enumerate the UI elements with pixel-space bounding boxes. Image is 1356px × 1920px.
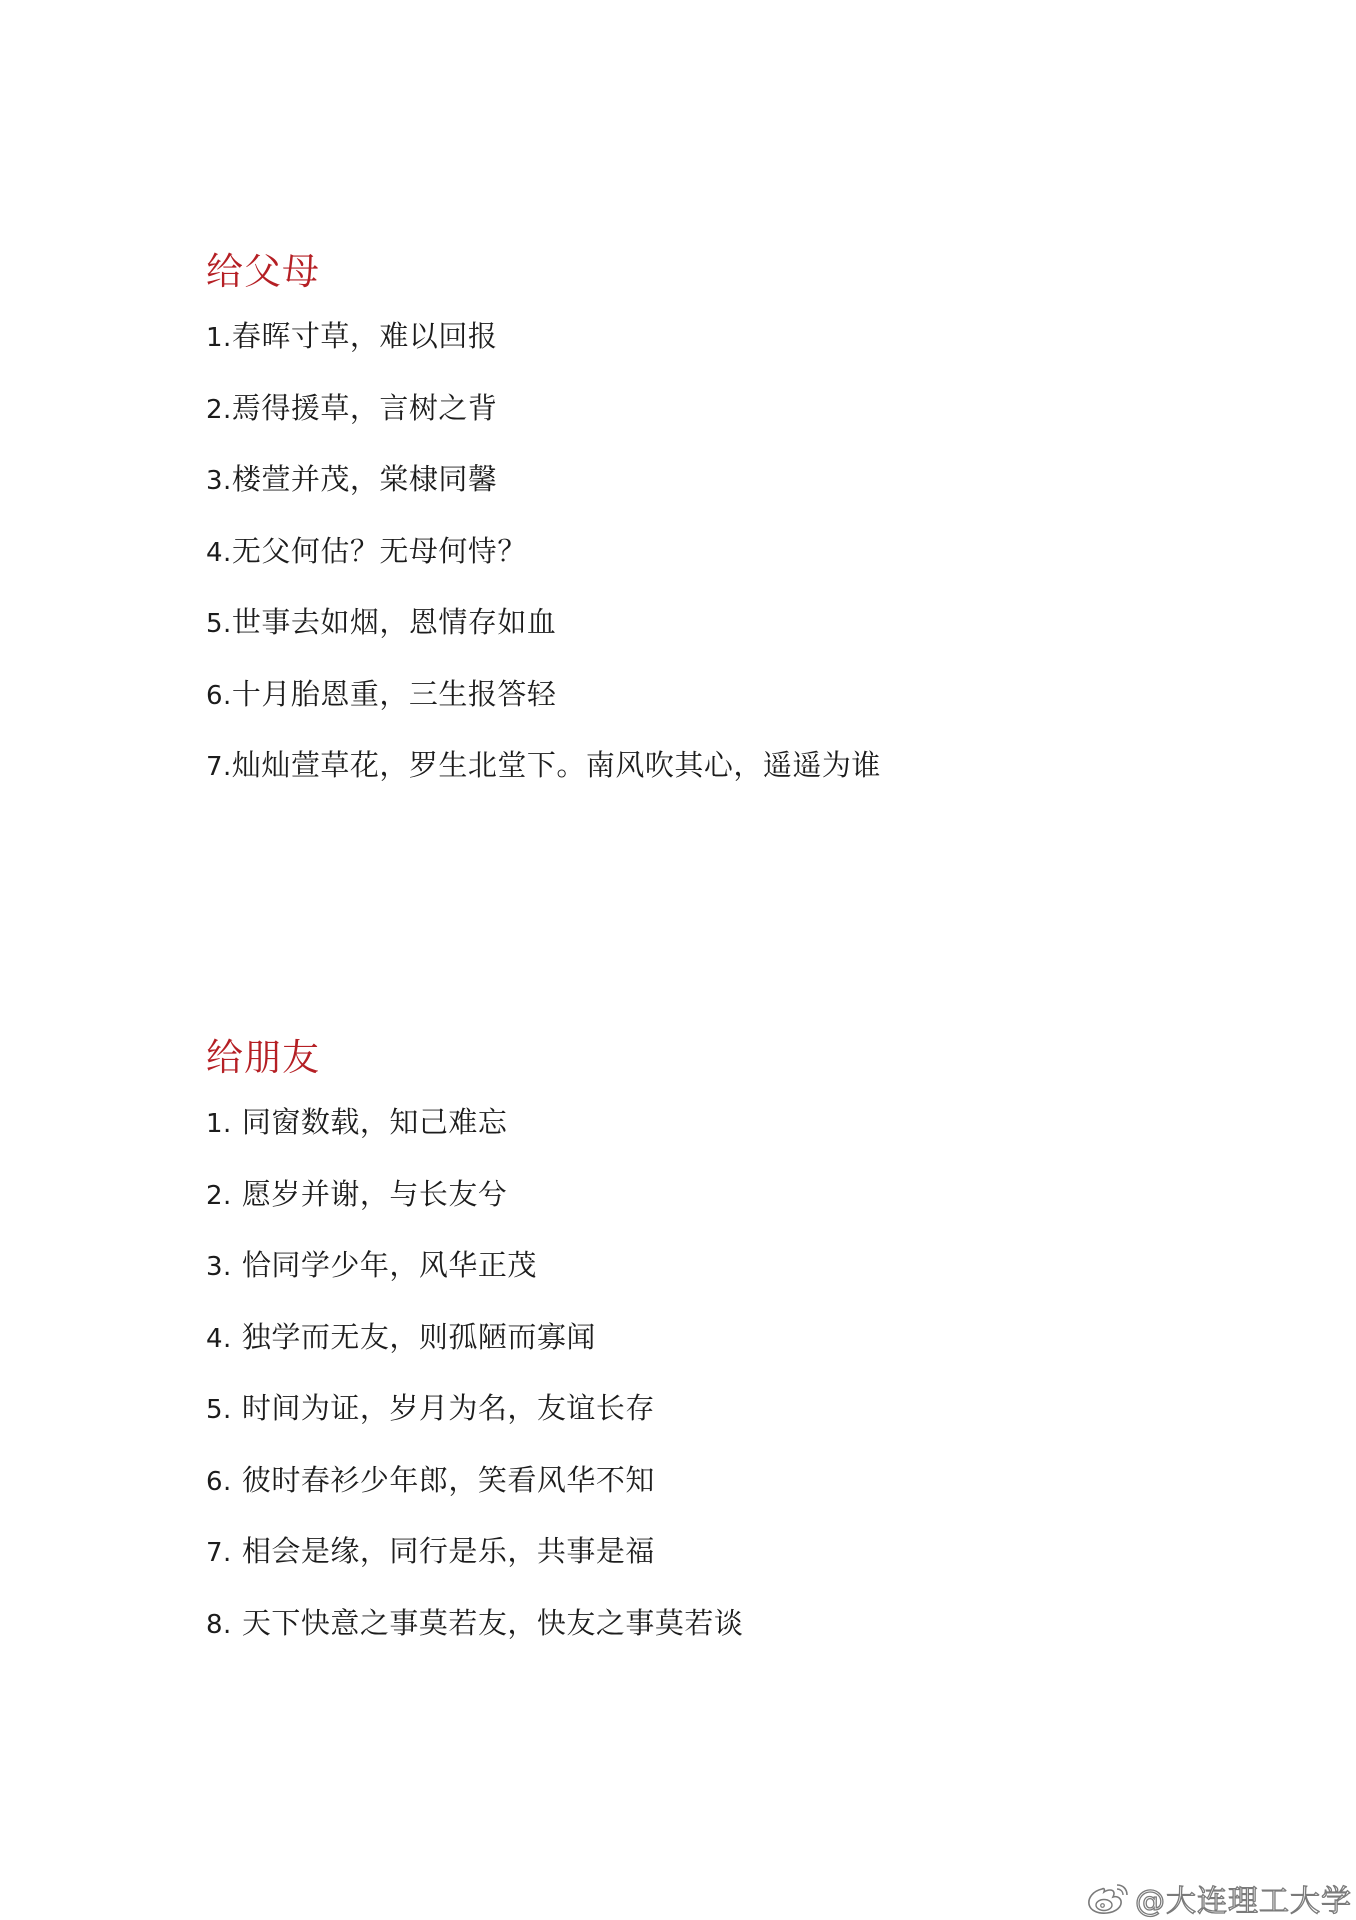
item-text: 相会是缘，同行是乐，共事是福 [241,1534,655,1568]
list-item [206,1531,743,1571]
watermark-text: @大连理工大学 [1135,1884,1352,1919]
section-title: 给父母 [206,250,320,293]
item-number: 7. [206,752,232,782]
section-friends [206,1032,743,1674]
item-text: 时间为证，岁月为名，友谊长存 [241,1391,655,1425]
item-text: 愿岁并谢，与长友兮 [241,1176,508,1211]
watermark [1085,1878,1352,1918]
item-number: 3. [206,466,232,496]
item-text: 楼萱并茂，棠棣同馨 [231,462,498,496]
item-number: 1. [206,1109,232,1139]
list-item [206,1388,743,1428]
item-text: 恰同学少年，风华正茂 [241,1248,537,1282]
item-text: 彼时春衫少年郎，笑看风华不知 [241,1462,655,1497]
item-number: 1. [206,323,232,353]
item-number: 5. [206,609,232,639]
section-title: 给朋友 [206,1036,320,1079]
list-item [206,602,881,642]
item-number: 7. [206,1538,232,1568]
item-text: 世事去如烟，恩情存如血 [231,605,557,639]
weibo-icon [1085,1879,1131,1917]
item-text: 无父何估？无母何恃？ [231,533,527,568]
item-number: 6. [206,680,232,711]
list-item [206,531,881,571]
item-number: 4. [206,537,232,568]
list-item [206,1317,743,1357]
item-text: 春晖寸草，难以回报 [231,319,498,353]
list-item [206,459,881,499]
section-parents [206,246,881,817]
item-text: 灿灿萱草花，罗生北堂下。南风吹其心，遥遥为谁 [231,748,881,782]
item-number: 3. [206,1252,232,1282]
item-number: 2. [206,1180,232,1211]
item-number: 6. [206,1466,232,1497]
list-item [206,1102,743,1142]
list-item [206,674,881,714]
item-number: 8. [206,1609,232,1640]
item-text: 独学而无友，则孤陋而寡闻 [241,1319,596,1354]
item-list [206,1102,743,1643]
list-item [206,1245,743,1285]
list-item [206,388,881,428]
list-item [206,1174,743,1214]
list-item [206,316,881,356]
item-number: 5. [206,1395,232,1425]
item-number: 2. [206,394,232,425]
item-text: 天下快意之事莫若友，快友之事莫若谈 [241,1605,744,1640]
item-text: 焉得援草，言树之背 [231,390,498,425]
item-text: 十月胎恩重，三生报答轻 [231,676,557,711]
item-text: 同窗数载，知己难忘 [241,1105,508,1139]
list-item [206,1603,743,1643]
item-list [206,316,881,785]
item-number: 4. [206,1323,232,1354]
list-item [206,745,881,785]
list-item [206,1460,743,1500]
